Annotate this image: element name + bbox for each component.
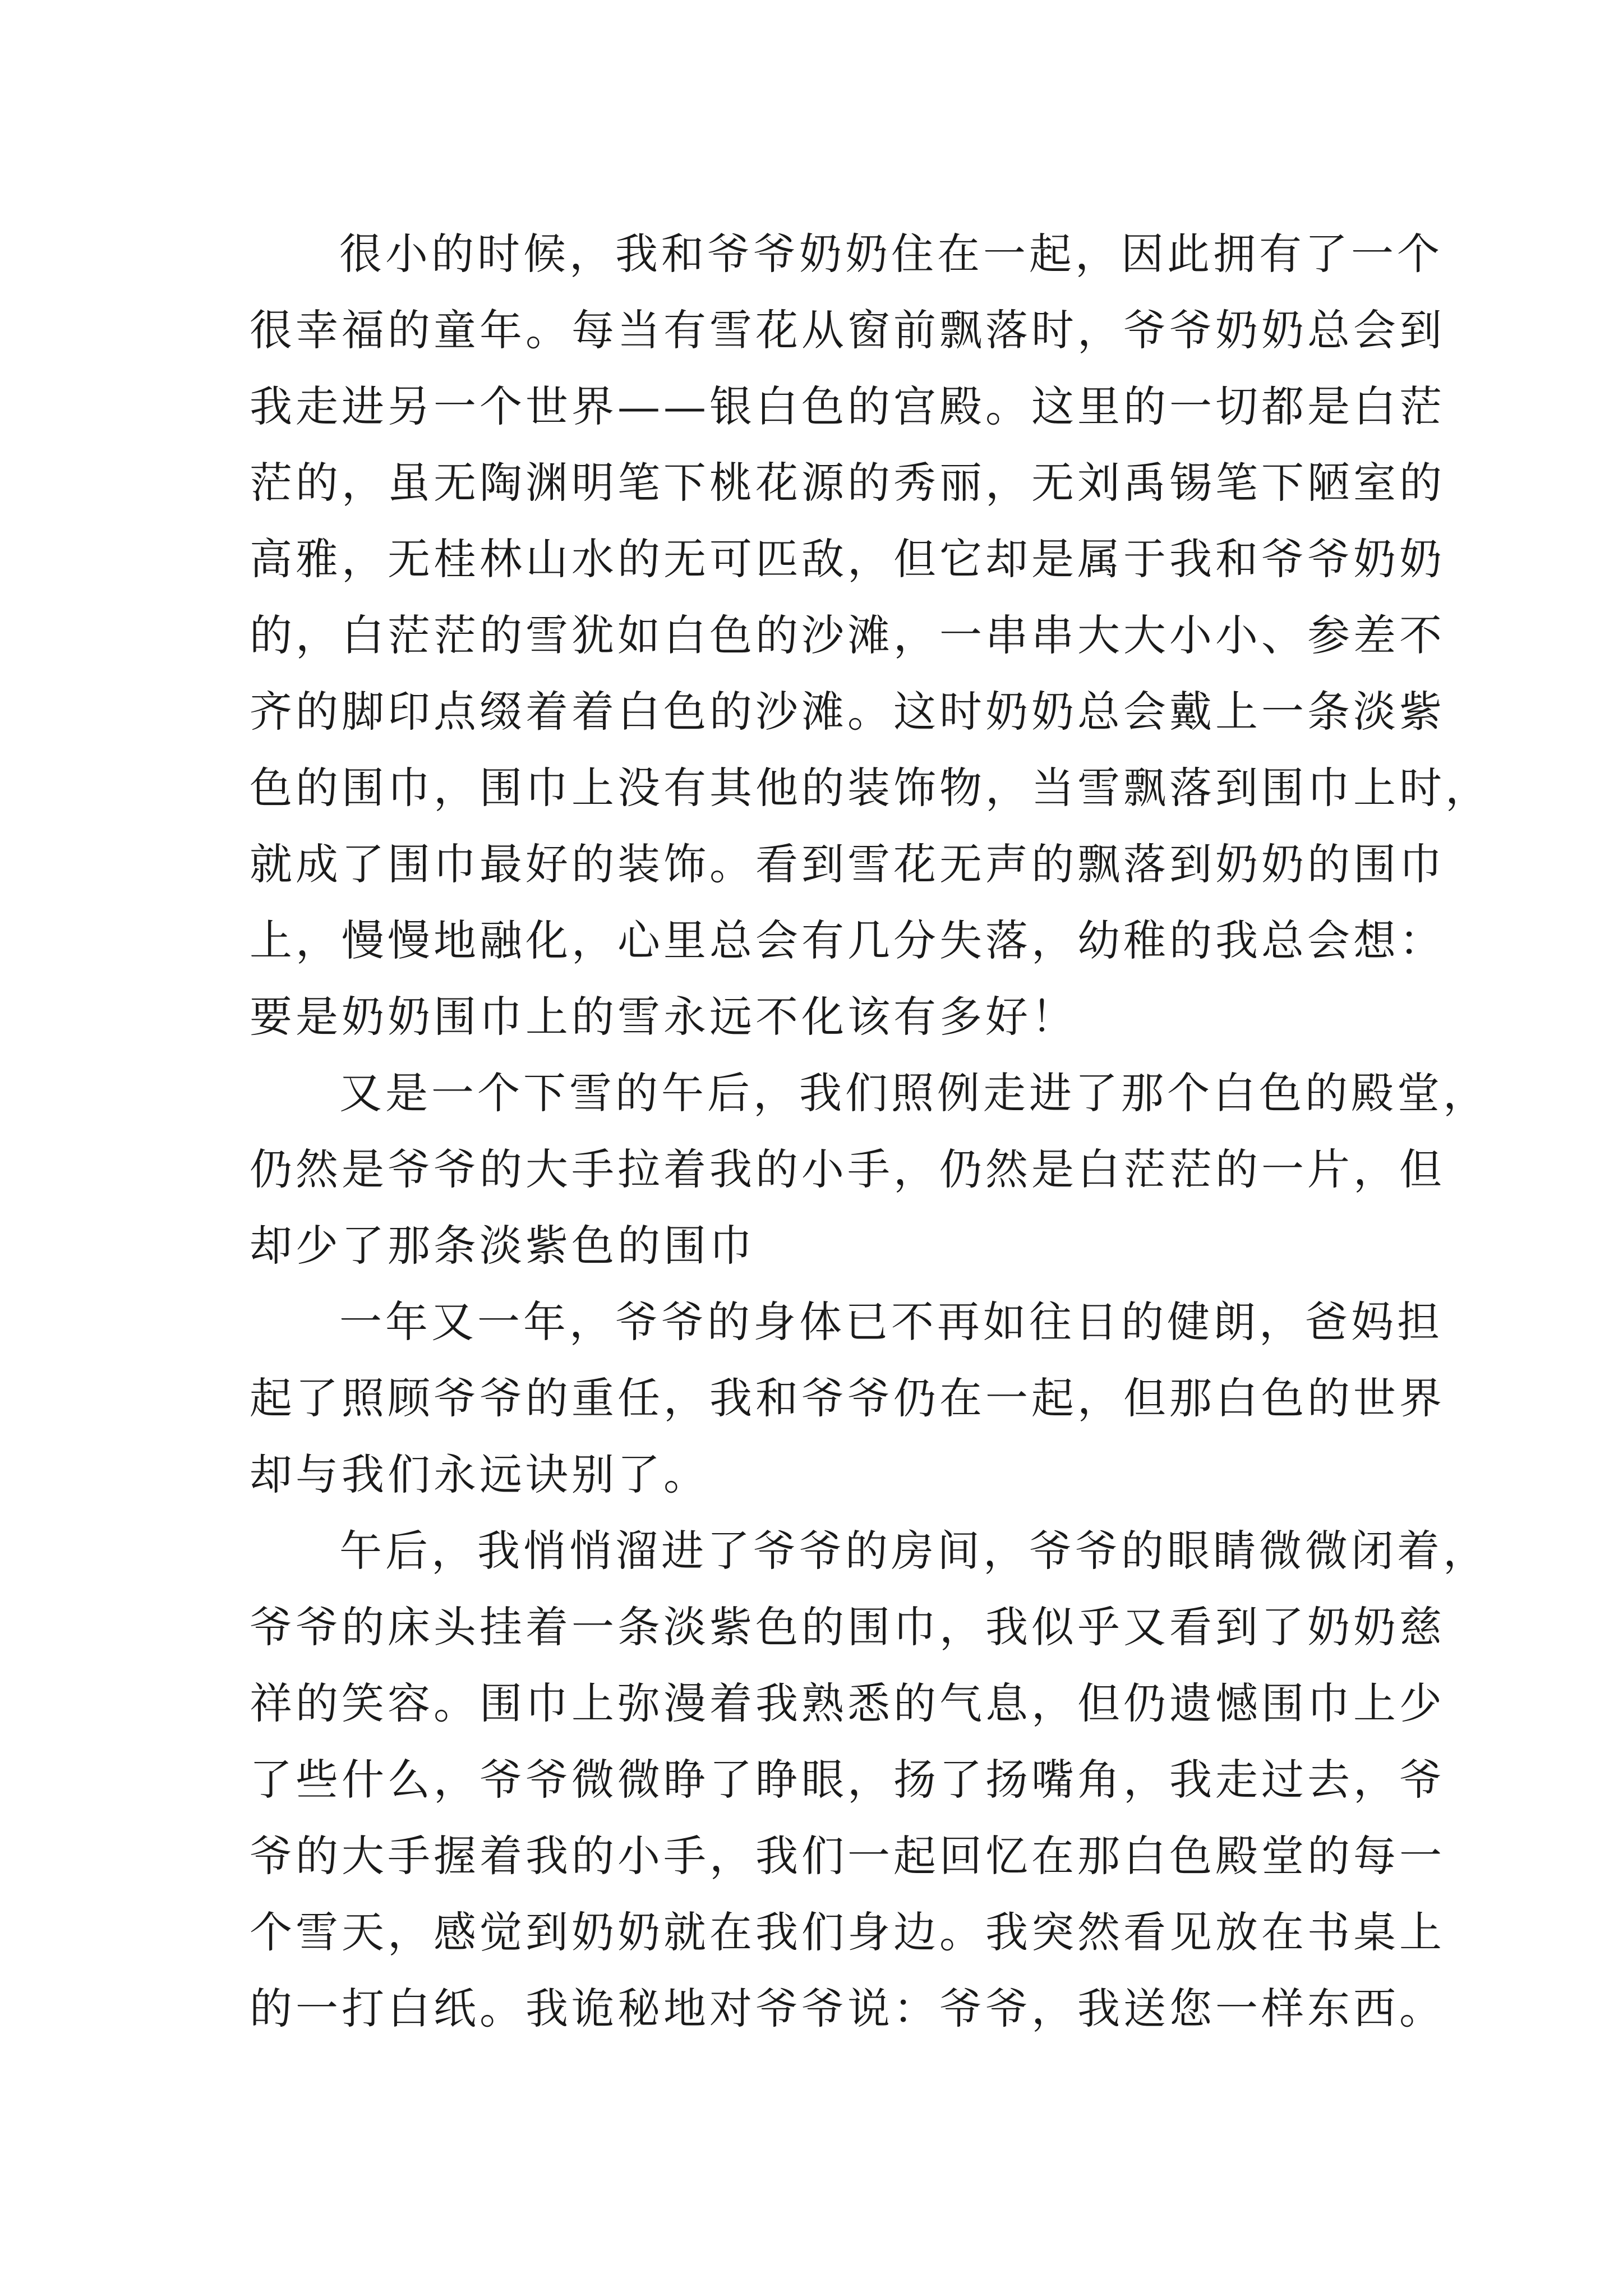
text-line: 很幸福的童年。每当有雪花从窗前飘落时，爷爷奶奶总会到 <box>250 305 1445 355</box>
text-line: 了些什么，爷爷微微睁了睁眼，扬了扬嘴角，我走过去，爷 <box>250 1755 1445 1805</box>
text-line: 祥的笑容。围巾上弥漫着我熟悉的气息，但仍遗憾围巾上少 <box>250 1678 1445 1728</box>
body-text <box>250 216 1491 2047</box>
text-line: 又是一个下雪的午后，我们照例走进了那个白色的殿堂， <box>339 1068 1489 1118</box>
text-line: 齐的脚印点缀着着白色的沙滩。这时奶奶总会戴上一条淡紫 <box>250 687 1445 737</box>
text-line: 个雪天，感觉到奶奶就在我们身边。我突然看见放在书桌上 <box>250 1907 1445 1957</box>
text-line: 上，慢慢地融化，心里总会有几分失落，幼稚的我总会想： <box>250 915 1445 965</box>
text-line: 却与我们永远诀别了。 <box>250 1450 709 1499</box>
text-line: 就成了围巾最好的装饰。看到雪花无声的飘落到奶奶的围巾 <box>250 839 1445 889</box>
text-line: 色的围巾，围巾上没有其他的装饰物，当雪飘落到围巾上时， <box>250 763 1491 813</box>
text-line: 高雅，无桂林山水的无可匹敌，但它却是属于我和爷爷奶奶 <box>250 534 1445 584</box>
text-line: 的，白茫茫的雪犹如白色的沙滩，一串串大大小小、参差不 <box>250 610 1445 660</box>
text-line: 一年又一年，爷爷的身体已不再如往日的健朗，爸妈担 <box>339 1297 1443 1347</box>
text-line: 茫的，虽无陶渊明笔下桃花源的秀丽，无刘禹锡笔下陋室的 <box>250 458 1445 508</box>
text-line: 午后，我悄悄溜进了爷爷的房间，爷爷的眼睛微微闭着， <box>339 1526 1489 1576</box>
text-line: 我走进另一个世界——银白色的宫殿。这里的一切都是白茫 <box>250 381 1445 431</box>
text-line: 很小的时候，我和爷爷奶奶住在一起，因此拥有了一个 <box>339 229 1443 279</box>
text-line: 要是奶奶围巾上的雪永远不化该有多好！ <box>250 992 1077 1042</box>
text-line: 的一打白纸。我诡秘地对爷爷说：爷爷，我送您一样东西。 <box>250 1984 1445 2033</box>
text-line: 爷爷的床头挂着一条淡紫色的围巾，我似乎又看到了奶奶慈 <box>250 1602 1445 1652</box>
text-line: 仍然是爷爷的大手拉着我的小手，仍然是白茫茫的一片，但 <box>250 1144 1445 1194</box>
text-line: 却少了那条淡紫色的围巾 <box>250 1221 755 1271</box>
text-line: 起了照顾爷爷的重任，我和爷爷仍在一起，但那白色的世界 <box>250 1373 1445 1423</box>
text-line: 爷的大手握着我的小手，我们一起回忆在那白色殿堂的每一 <box>250 1831 1445 1881</box>
